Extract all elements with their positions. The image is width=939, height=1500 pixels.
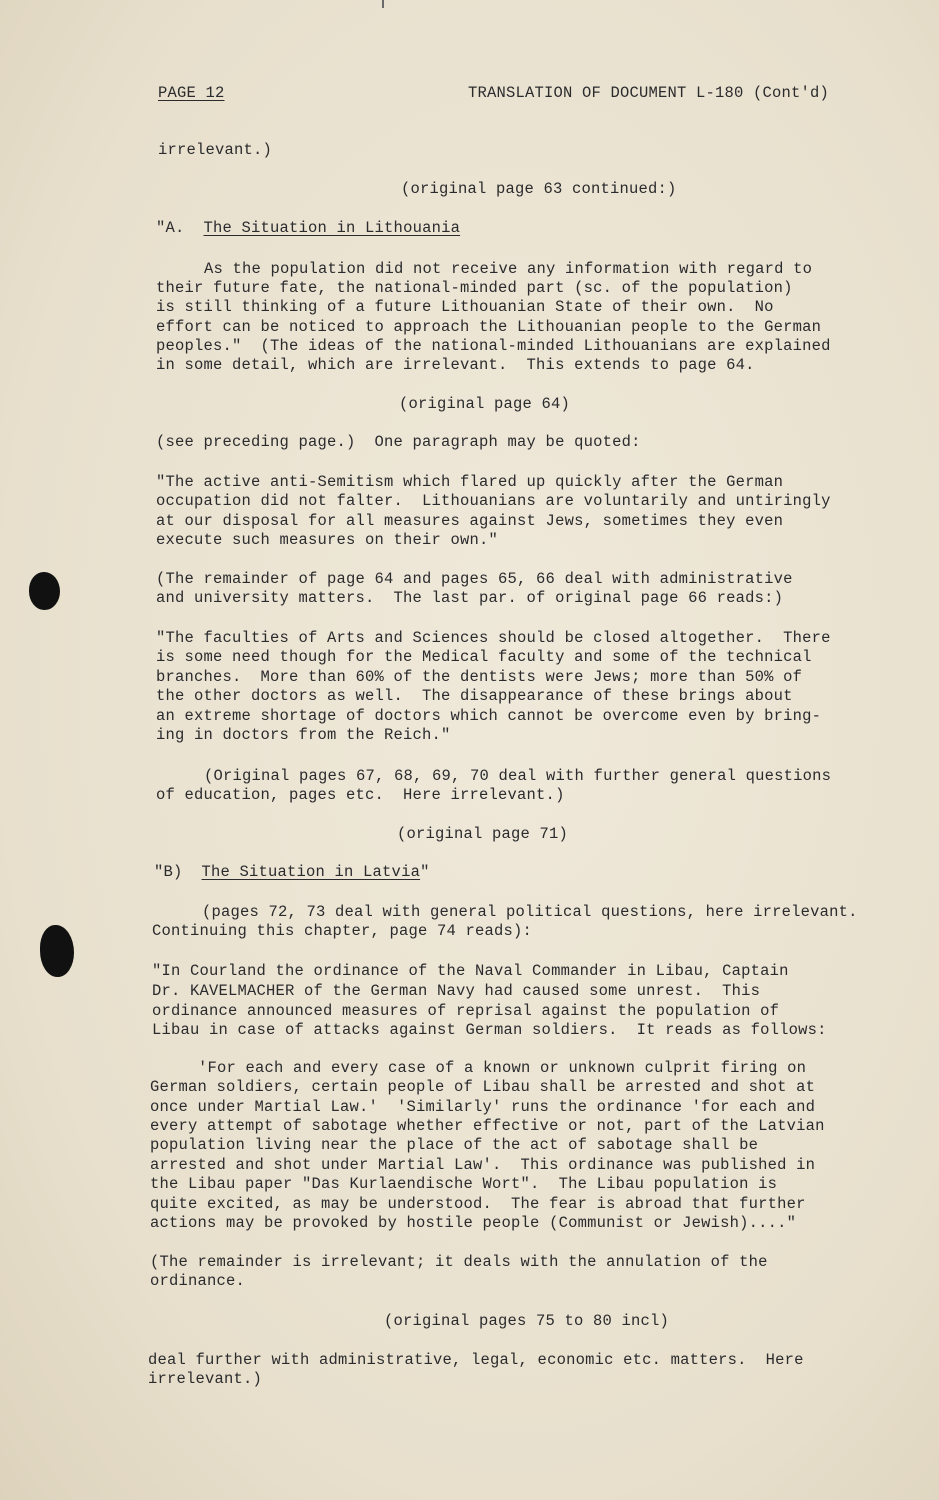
text-line: ordinance announced measures of reprisal against the population of — [152, 1002, 780, 1020]
text-line: "The active anti-Semitism which flared up quickly after the German — [156, 473, 784, 491]
text-line: quite excited, as may be understood. The fear is abroad that further — [150, 1195, 806, 1213]
section-marker: (original page 71) — [397, 825, 569, 843]
text-line: "The faculties of Arts and Sciences should be closed altogether. There — [156, 629, 831, 647]
text-line: once under Martial Law.' 'Similarly' runs the ordinance 'for each and — [150, 1098, 816, 1116]
text-line: actions may be provoked by hostile people (Communist or Jewish)...." — [150, 1214, 797, 1232]
text-line: Continuing this chapter, page 74 reads): — [152, 922, 533, 940]
section-marker: (original page 63 continued:) — [401, 180, 677, 198]
section-heading-b — [154, 863, 430, 883]
punch-hole-lower — [40, 925, 74, 977]
text-line: every attempt of sabotage whether effective or not, part of the Latvian — [150, 1117, 825, 1135]
text-line: Dr. KAVELMACHER of the German Navy had caused some unrest. This — [152, 982, 761, 1000]
heading-prefix: "B) — [154, 863, 183, 881]
text-line: is still thinking of a future Lithouanian State of their own. No — [156, 298, 774, 316]
text-line: and university matters. The last par. of original page 66 reads:) — [156, 589, 784, 607]
text-line: branches. More than 60% of the dentists were Jews; more than 50% of — [156, 668, 803, 686]
text-line: an extreme shortage of doctors which cannot be overcome even by bring- — [156, 707, 822, 725]
text-line: irrelevant.) — [158, 141, 273, 159]
text-line: of education, pages etc. Here irrelevant.) — [156, 786, 565, 804]
heading-suffix: " — [420, 863, 430, 881]
text-line: ordinance. — [150, 1272, 246, 1290]
text-line: 'For each and every case of a known or unknown culprit firing on — [198, 1059, 807, 1077]
text-line: (pages 72, 73 deal with general political questions, here irrelevant. — [202, 903, 858, 921]
text-line: (The remainder of page 64 and pages 65, 66 deal with administrative — [156, 570, 793, 588]
section-heading-a — [156, 219, 460, 239]
punch-hole-upper — [29, 572, 60, 610]
section-marker: (original page 64) — [399, 395, 571, 413]
text-line: peoples." (The ideas of the national-minded Lithouanians are explained — [156, 337, 831, 355]
text-line: (The remainder is irrelevant; it deals with the annulation of the — [150, 1253, 768, 1271]
text-line: As the population did not receive any information with regard to — [204, 260, 813, 278]
text-line: arrested and shot under Martial Law'. This ordinance was published in — [150, 1156, 816, 1174]
section-marker: (original pages 75 to 80 incl) — [384, 1312, 670, 1330]
text-line: (Original pages 67, 68, 69, 70 deal with further general questions — [204, 767, 832, 785]
document-title: TRANSLATION OF DOCUMENT L-180 (Cont'd) — [468, 84, 830, 102]
heading-text: The Situation in Lithouania — [203, 219, 461, 237]
text-line: "In Courland the ordinance of the Naval Commander in Libau, Captain — [152, 962, 789, 980]
text-line: population living near the place of the act of sabotage shall be — [150, 1136, 759, 1154]
text-line: effort can be noticed to approach the Lithouanian people to the German — [156, 318, 822, 336]
heading-prefix: "A. — [156, 219, 185, 237]
text-line: deal further with administrative, legal, economic etc. matters. Here — [148, 1351, 804, 1369]
text-line: German soldiers, certain people of Libau shall be arrested and shot at — [150, 1078, 816, 1096]
text-line: occupation did not falter. Lithouanians are voluntarily and untiringly — [156, 492, 831, 510]
text-line: execute such measures on their own." — [156, 531, 499, 549]
text-line: their future fate, the national-minded part (sc. of the population) — [156, 279, 793, 297]
page-label: PAGE 12 — [158, 84, 225, 102]
text-line: ing in doctors from the Reich." — [156, 726, 451, 744]
top-edge-mark — [382, 0, 384, 8]
text-line: irrelevant.) — [148, 1370, 263, 1388]
text-line: at our disposal for all measures against Jews, sometimes they even — [156, 512, 784, 530]
text-line: (see preceding page.) One paragraph may be quoted: — [156, 433, 641, 451]
text-line: Libau in case of attacks against German soldiers. It reads as follows: — [152, 1021, 827, 1039]
text-line: is some need though for the Medical faculty and some of the technical — [156, 648, 812, 666]
text-line: the Libau paper "Das Kurlaendische Wort". The Libau population is — [150, 1175, 778, 1193]
heading-text: The Situation in Latvia — [201, 863, 421, 881]
text-line: in some detail, which are irrelevant. This extends to page 64. — [156, 356, 755, 374]
text-line: the other doctors as well. The disappearance of these brings about — [156, 687, 793, 705]
